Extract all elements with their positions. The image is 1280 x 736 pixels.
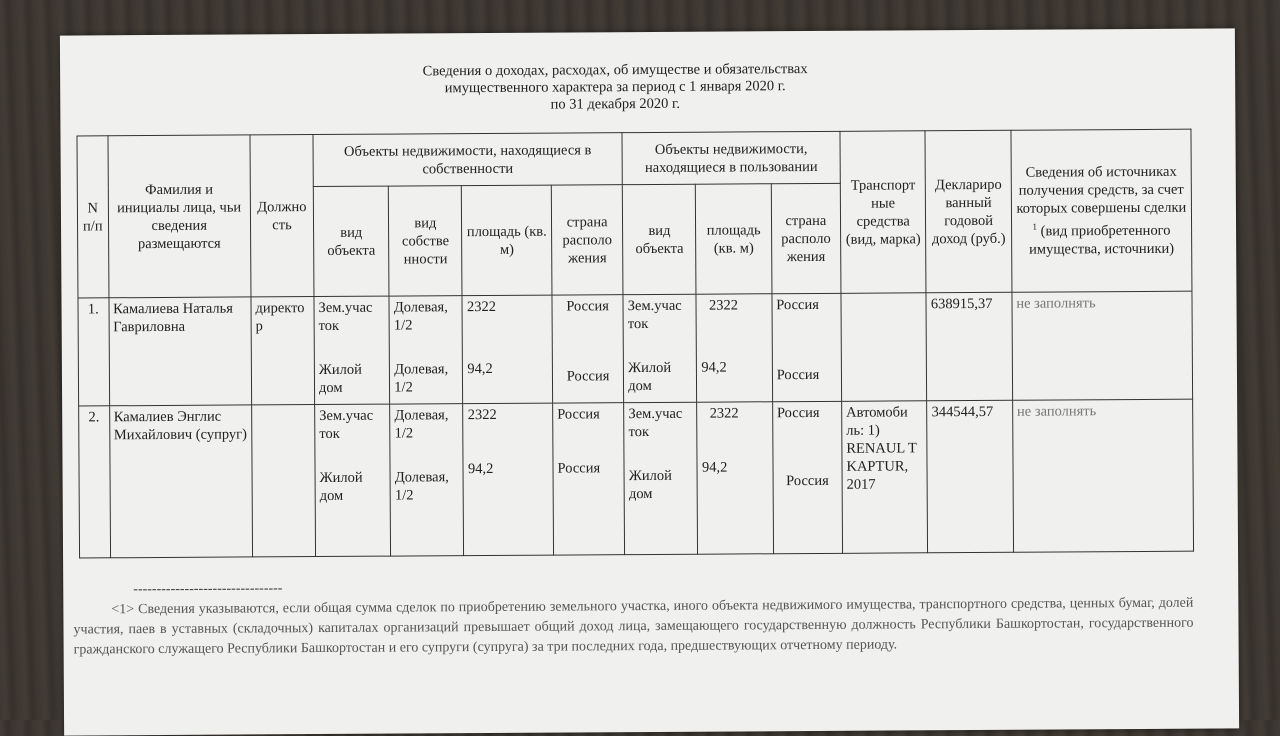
row-sources: не заполнять <box>1012 291 1193 400</box>
used-type-cell <box>623 294 697 402</box>
owned-ownership-2: Долевая, 1/2 <box>394 469 449 504</box>
owned-type-cell <box>315 404 391 556</box>
footnote-text: <1> Сведения указываются, если общая сумма сделок по приобретению земельного участка, иного объекта недвижимого имущества, транспортного средства, ценных бумаг, долей участия, паев в уставных (складочных) капиталах организаций превышает общий доход лица, замещающего государственную должность Республики Башкортостан, государственного гражданского служащего Республики Башкортостан и его супруги (супруга) за три последних года, предшествующих отчетному периоду. <box>73 595 1194 658</box>
header-owned-type: вид объекта <box>313 186 389 296</box>
owned-country-2: Россия <box>557 460 601 477</box>
used-country-2: Россия <box>786 472 829 490</box>
header-used-type: вид объекта <box>623 184 697 294</box>
row-transport: Автомоби ль: 1) RENAUL T KAPTUR, 2017 <box>842 401 928 554</box>
owned-ownership-1: Долевая, 1/2 <box>393 299 448 334</box>
document-title <box>310 60 920 115</box>
owned-type-2: Жилой дом <box>319 469 363 505</box>
title-line-3: по 31 декабря 2020 г. <box>550 95 681 113</box>
header-owned-ownership: вид собстве нности <box>389 186 463 296</box>
title-line-1: Сведения о доходах, расходах, об имуществе и обязательствах <box>422 61 808 80</box>
table-row <box>79 399 1194 558</box>
used-country-cell <box>772 401 842 553</box>
row-transport <box>841 293 927 402</box>
title-line-2: имущественного характера за период с 1 января 2020 г. <box>444 78 786 97</box>
header-used-country: страна располо жения <box>771 183 841 293</box>
header-owned-country: страна располо жения <box>551 185 623 295</box>
row-position <box>252 405 316 557</box>
row-name: Камалиева Наталья Гавриловна <box>108 297 251 406</box>
table-row <box>78 291 1193 406</box>
owned-country-cell <box>553 403 625 555</box>
footnote-marker: 1 <box>1032 221 1037 232</box>
row-income: 344544,57 <box>927 400 1013 553</box>
row-position: директо р <box>251 297 315 405</box>
used-country-cell <box>772 293 842 401</box>
footnote <box>73 574 1193 661</box>
owned-type-2: Жилой дом <box>318 361 362 397</box>
used-type-2: Жилой дом <box>628 467 672 503</box>
owned-ownership-1: Долевая, 1/2 <box>394 407 449 442</box>
used-type-1: Зем.учас ток <box>627 297 682 333</box>
header-used-group: Объекты недвижимости, находящиеся в пользовании <box>622 131 840 184</box>
owned-area-1: 2322 <box>466 298 497 316</box>
used-country-1: Россия <box>776 404 820 422</box>
used-type-2: Жилой дом <box>628 359 672 395</box>
header-sources-note: (вид приобретенного имущества, источники) <box>1029 222 1175 258</box>
footnote-separator: -------------------------------- <box>133 581 283 598</box>
header-owned-area: площадь (кв. м) <box>462 185 552 296</box>
owned-ownership-cell <box>389 296 463 404</box>
row-num: 2. <box>79 406 110 558</box>
row-sources: не заполнять <box>1012 399 1193 552</box>
owned-country-1: Россия <box>557 406 600 423</box>
used-area-1: 2322 <box>709 405 739 422</box>
owned-ownership-2: Долевая, 1/2 <box>394 361 449 396</box>
used-country-2: Россия <box>776 366 820 384</box>
row-income: 638915,37 <box>926 292 1012 401</box>
owned-area-2: 94,2 <box>467 460 494 478</box>
used-area-cell <box>697 402 773 554</box>
owned-country-cell <box>552 295 624 403</box>
document-page <box>60 28 1239 735</box>
header-name: Фамилия и инициалы лица, чьи сведения размещаются <box>108 135 251 298</box>
used-country-1: Россия <box>776 296 819 314</box>
header-owned-group: Объекты недвижимости, находящиеся в собственности <box>313 133 623 187</box>
owned-area-cell <box>462 295 552 404</box>
owned-type-1: Зем.учас ток <box>319 407 374 443</box>
used-area-1: 2322 <box>708 297 739 314</box>
header-num: N п/п <box>77 136 109 298</box>
header-income: Деклариро ванный годовой доход (руб.) <box>925 130 1011 293</box>
owned-area-2: 94,2 <box>467 360 493 378</box>
used-type-1: Зем.учас ток <box>628 405 683 441</box>
owned-type-cell <box>314 296 390 404</box>
used-area-cell <box>696 294 772 402</box>
owned-area-1: 2322 <box>467 406 497 424</box>
owned-area-cell <box>463 403 553 556</box>
header-sources <box>1011 129 1192 292</box>
row-name: Камалиев Энглис Михайлович (супруг) <box>109 405 252 558</box>
header-transport: Транспорт ные средства (вид, марка) <box>840 131 926 294</box>
used-area-2: 94,2 <box>701 359 727 376</box>
owned-country-2: Россия <box>566 368 610 385</box>
owned-country-1: Россия <box>566 298 610 315</box>
header-position: Должно сть <box>250 135 314 297</box>
owned-ownership-cell <box>390 404 464 556</box>
used-type-cell <box>624 402 698 554</box>
used-area-2: 94,2 <box>701 459 728 476</box>
header-used-area: площадь (кв. м) <box>696 184 772 294</box>
row-num: 1. <box>78 298 109 406</box>
owned-type-1: Зем.учас ток <box>318 299 373 335</box>
header-sources-text: Сведения об источниках получения средств, за счет которых совершены сделки <box>1016 163 1187 217</box>
declaration-table <box>76 129 1194 559</box>
